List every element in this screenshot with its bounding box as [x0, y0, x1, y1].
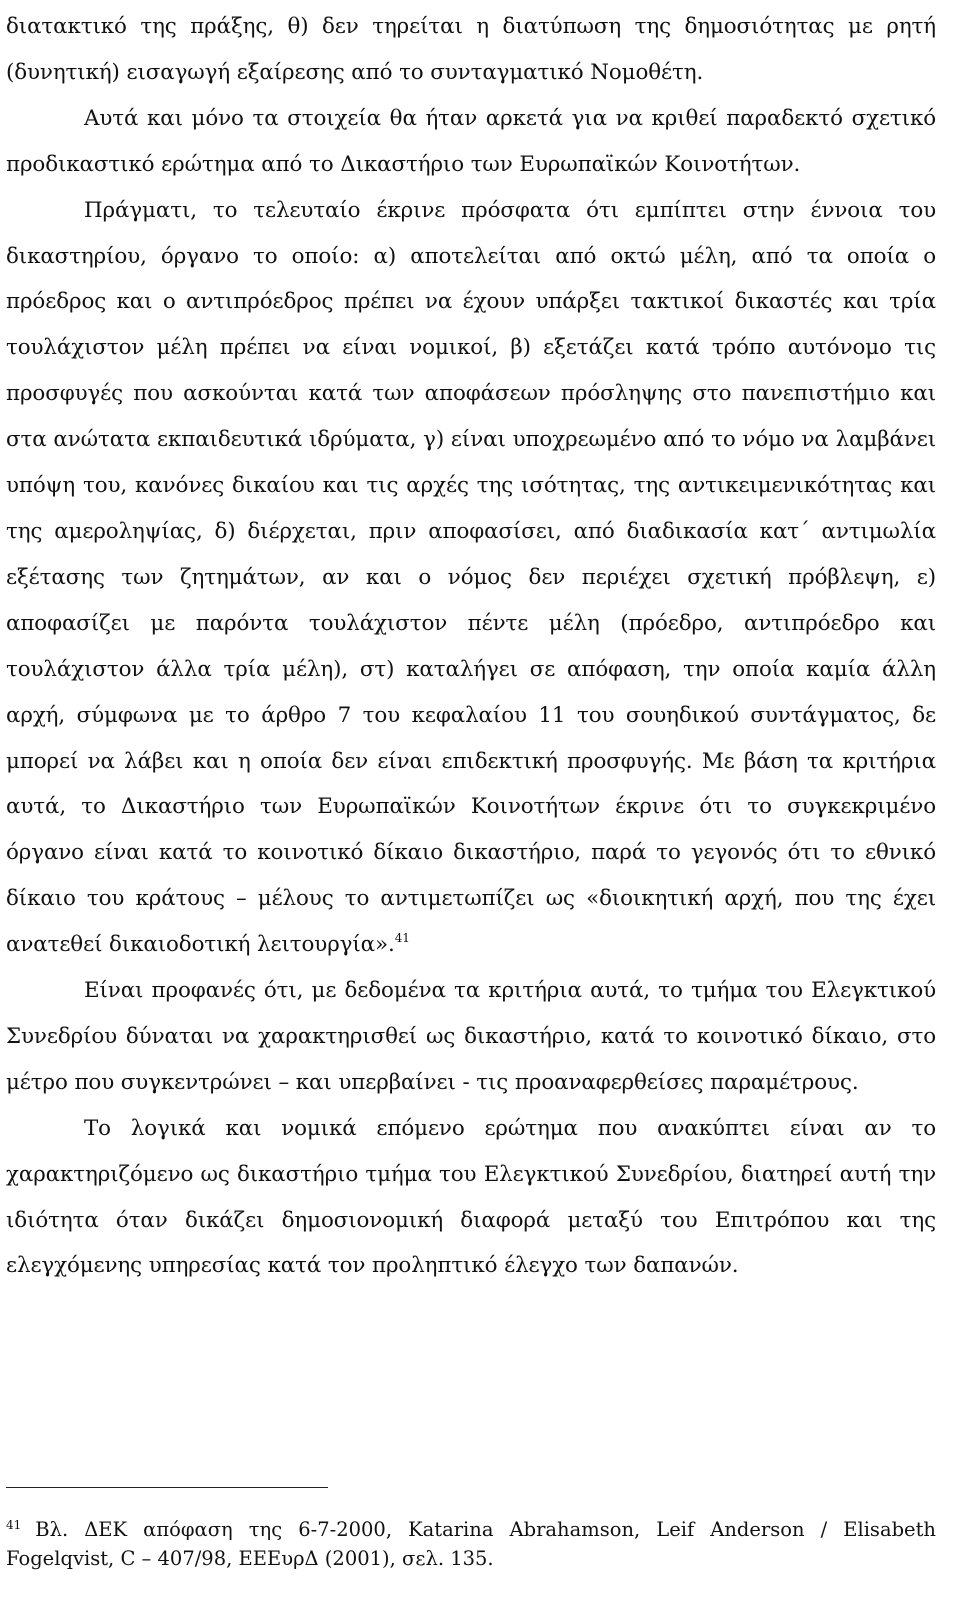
footnote [6, 1511, 936, 1573]
footnote-text: Βλ. ΔΕΚ απόφαση της 6-7-2000, Katarina Abrahamson, Leif Anderson / Elisabeth Fogelqvist, C – 407/98, ΕΕΕυρΔ (2001), σελ. 135. [6, 1518, 936, 1570]
document-page [6, 0, 936, 1289]
paragraph-admissibility: Αυτά και μόνο τα στοιχεία θα ήταν αρκετά για να κριθεί παραδεκτό σχετικό προδικαστικό ερώτημα από το Δικαστήριο των Ευρωπαϊκών Κοινοτήτων. [6, 105, 936, 177]
paragraph-continuation: διατακτικό της πράξης, θ) δεν τηρείται η διατύπωση της δημοσιότητας με ρητή (δυνητική) εισαγωγή εξαίρεσης από το συνταγματικό Νομοθέτη. [6, 14, 936, 85]
footnote-separator [6, 1487, 328, 1488]
paragraph-next-question: Το λογικά και νομικά επόμενο ερώτημα που ανακύπτει είναι αν το χαρακτηριζόμενο ως δικαστήριο τμήμα του Ελεγκτικού Συνεδρίου, διατηρεί αυτή την ιδιότητα όταν δικάζει δημοσιονομική διαφορά μεταξύ του Επιτρόπου και της ελεγχόμενης υπηρεσίας κατά τον προληπτικό έλεγχο των δαπανών. [6, 1115, 936, 1279]
footnote-reference[interactable]: 41 [394, 931, 410, 946]
paragraph-court-criteria-text: Πράγματι, το τελευταίο έκρινε πρόσφατα ότι εμπίπτει στην έννοια του δικαστηρίου, όργανο το οποίο: α) αποτελείται από οκτώ μέλη, από τα οποία ο πρόεδρος και ο αντιπρόεδρος πρέπει να έχουν υπάρξει τακτικοί δικαστές και τρία τουλάχιστον μέλη πρέπει να είναι νομικοί, β) εξετάζει κατά τρόπο αυτόνομο τις προσφυγές που ασκούνται κατά των αποφάσεων πρόσληψης στο πανεπιστήμιο και στα ανώτατα εκπαιδευτικά ιδρύματα, γ) είναι υποχρεωμένο από το νόμο να λαμβάνει υπόψη του, κανόνες δικαίου και τις αρχές της ισότητας, της αντικειμενικότητας και της αμεροληψίας, δ) διέρχεται, πριν αποφασίσει, από διαδικασία κατ΄ αντιμωλία εξέτασης των ζητημάτων, αν και ο νόμος δεν περιέχει σχετική πρόβλεψη, ε) αποφασίζει με παρόντα τουλάχιστον πέντε μέλη (πρόεδρο, αντιπρόεδρο και τουλάχιστον άλλα τρία μέλη), στ) καταλήγει σε απόφαση, την οποία καμία άλλη αρχή, σύμφωνα με το άρθρο 7 του κεφαλαίου 11 του σουηδικού συντάγματος, δε μπορεί να λάβει και η οποία δεν είναι επιδεκτική προσφυγής. Με βάση τα κριτήρια αυτά, το Δικαστήριο των Ευρωπαϊκών Κοινοτήτων έκρινε ότι το συγκεκριμένο όργανο είναι κατά το κοινοτικό δίκαιο δικαστήριο, παρά το γεγονός ότι το εθνικό δίκαιο του κράτους – μέλους το αντιμετωπίζει ως «διοικητική αρχή, που της έχει ανατεθεί δικαιοδοτική λειτουργία». [6, 197, 936, 958]
footnote-number: 41 [6, 1518, 22, 1532]
paragraph-audit-court: Είναι προφανές ότι, με δεδομένα τα κριτήρια αυτά, το τμήμα του Ελεγκτικού Συνεδρίου δύναται να χαρακτηρισθεί ως δικαστήριο, κατά το κοινοτικό δίκαιο, στο μέτρο που συγκεντρώνει – και υπερβαίνει - τις προαναφερθείσες παραμέτρους. [6, 978, 936, 1095]
paragraph-court-criteria [6, 188, 936, 968]
